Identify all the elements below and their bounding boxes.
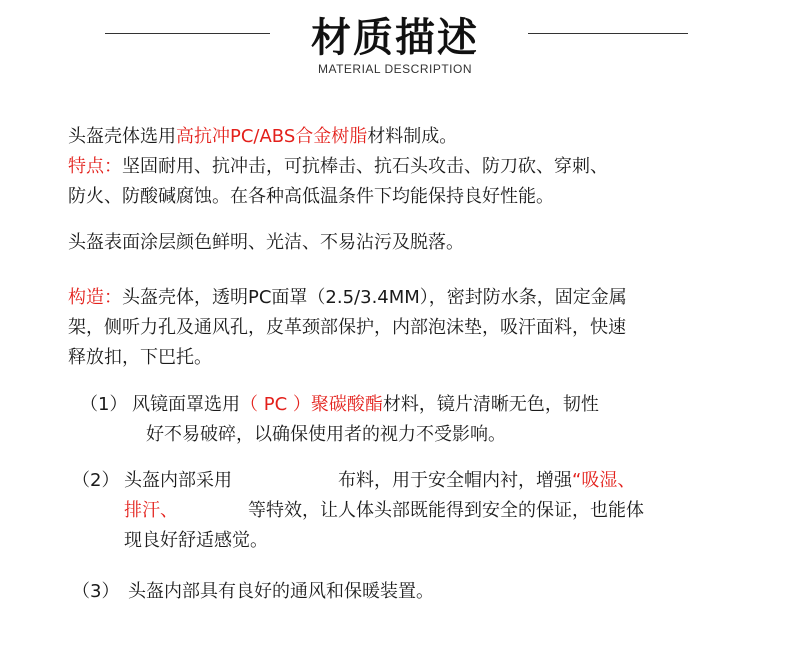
item-2-line-1 [124, 466, 644, 496]
item-3-text: 头盔内部具有良好的通风和保暖装置。 [128, 581, 434, 602]
features-line-1 [68, 152, 608, 182]
page-title: 材质描述 [311, 15, 479, 61]
intro-line-1 [68, 122, 608, 152]
item-2-prefix: 头盔内部采用 [124, 470, 232, 491]
intro-text: 头盔壳体选用 [68, 126, 176, 147]
title-rule-right [528, 33, 688, 34]
structure-label: 构造： [68, 287, 122, 308]
item-1-line-2: 好不易破碎，以确保使用者的视力不受影响。 [146, 424, 506, 445]
item-2-middle: 布料，用于安全帽内衬，增强 [338, 470, 572, 491]
item-1-suffix: 材料，镜片清晰无色，韧性 [382, 394, 599, 415]
intro-paragraph [68, 122, 608, 212]
header [0, 0, 790, 90]
intro-text-end: 材料制成。 [367, 126, 458, 147]
item-2-line-2 [124, 496, 644, 526]
structure-line-3: 释放扣，下巴托。 [68, 347, 212, 368]
structure-text: 头盔壳体，透明PC面罩（2.5/3.4MM），密封防水条，固定金属 [122, 287, 627, 308]
item-1-prefix: 风镜面罩选用 [132, 394, 240, 415]
item-2-highlight: “吸湿、 [572, 470, 636, 491]
surface-paragraph: 头盔表面涂层颜色鲜明、光洁、不易沾污及脱落。 [68, 232, 464, 253]
item-1-line-1 [132, 390, 599, 420]
item-2-text [124, 466, 644, 556]
material-highlight: 高抗冲PC/ABS合金树脂 [176, 126, 368, 147]
structure-line-2: 架，侧听力孔及通风孔，皮革颈部保护，内部泡沫垫，吸汗面料，快速 [68, 317, 626, 338]
features-text: 坚固耐用、抗冲击，可抗棒击、抗石头攻击、防刀砍、穿刺、 [122, 156, 608, 177]
features-line-2: 防火、防酸碱腐蚀。在各种高低温条件下均能保持良好性能。 [68, 186, 554, 207]
structure-line-1 [68, 283, 627, 313]
features-label: 特点： [68, 156, 122, 177]
item-2-line-2-highlight: 排汗、 [124, 500, 178, 521]
item-3-number: （3） [72, 581, 120, 602]
item-1-text [132, 390, 599, 450]
page-subtitle: MATERIAL DESCRIPTION [317, 62, 473, 76]
item-2-number: （2） [72, 470, 120, 491]
item-1-number: （1） [80, 394, 128, 415]
item-2-line-3: 现良好舒适感觉。 [124, 530, 268, 551]
structure-paragraph [68, 283, 627, 373]
item-2-line-2-text: 等特效，让人体头部既能得到安全的保证，也能体 [248, 500, 644, 521]
item-1-highlight: （ PC ）聚碳酸酯 [240, 394, 383, 415]
